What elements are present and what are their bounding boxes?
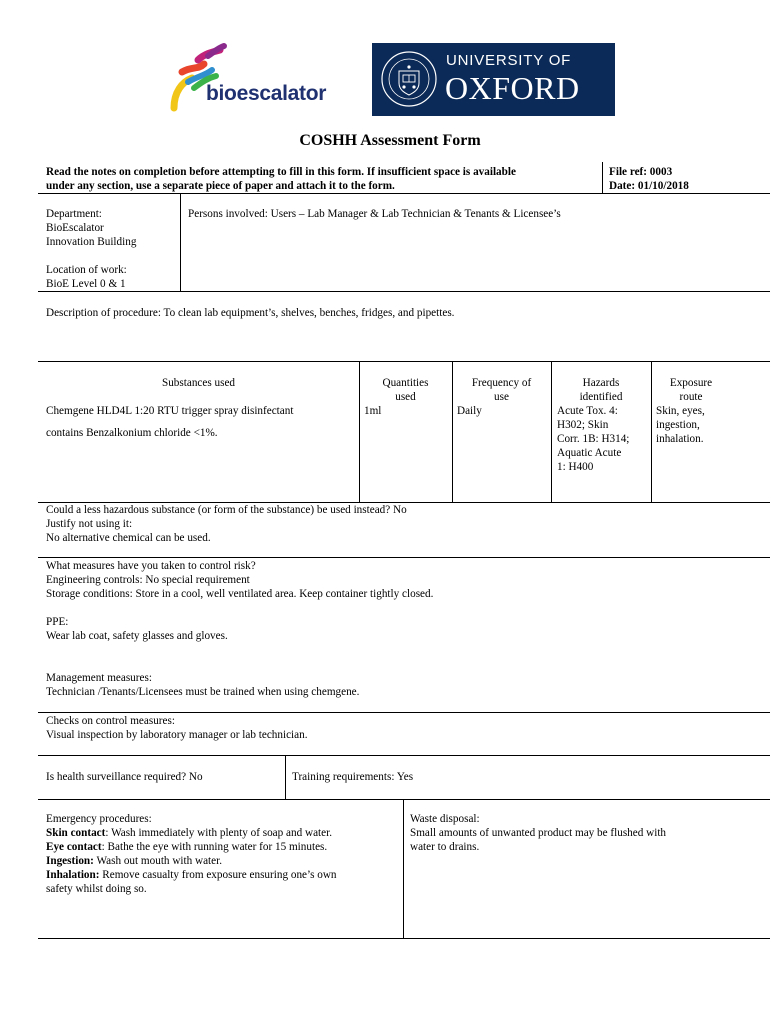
checks-value: Visual inspection by laboratory manager or lab technician. xyxy=(46,729,308,741)
hazard-line: H302; Skin xyxy=(557,419,609,431)
divider xyxy=(38,557,770,558)
divider xyxy=(602,162,603,193)
divider xyxy=(38,193,770,194)
header-quantities-2: used xyxy=(395,391,416,403)
substance-name: Chemgene HLD4L 1:20 RTU trigger spray disinfectant xyxy=(46,405,294,417)
divider xyxy=(38,712,770,713)
emergency-skin xyxy=(46,827,332,841)
notes-line-2: under any section, use a separate piece of paper and attach it to the form. xyxy=(46,180,395,192)
location-value: BioE Level 0 & 1 xyxy=(46,278,126,290)
less-hazardous-justify: Justify not using it: xyxy=(46,518,133,530)
training-requirements: Training requirements: Yes xyxy=(292,771,414,783)
waste-label: Waste disposal: xyxy=(410,813,480,825)
hazard-line: 1: H400 xyxy=(557,461,594,473)
department-line-2: Innovation Building xyxy=(46,236,137,248)
divider xyxy=(38,799,770,800)
file-date: Date: 01/10/2018 xyxy=(609,180,689,192)
divider xyxy=(38,755,770,756)
engineering-controls: Engineering controls: No special requirement xyxy=(46,574,250,586)
emergency-label: Emergency procedures: xyxy=(46,813,152,825)
skin-contact-label: Skin contact xyxy=(46,827,106,839)
header-frequency-2: use xyxy=(494,391,509,403)
department-label: Department: xyxy=(46,208,102,220)
eye-contact-text: : Bathe the eye with running water for 15 minutes. xyxy=(101,841,328,853)
hazard-line: Aquatic Acute xyxy=(557,447,622,459)
ppe-label: PPE: xyxy=(46,616,69,628)
header-hazards: Hazards xyxy=(582,377,620,389)
persons-involved: Persons involved: Users – Lab Manager & Lab Technician & Tenants & Licensee’s xyxy=(188,208,561,220)
header-hazards-2: identified xyxy=(579,391,623,403)
inhalation-label: Inhalation: xyxy=(46,869,100,881)
header-exposure-2: route xyxy=(679,391,703,403)
substance-ingredient: contains Benzalkonium chloride <1%. xyxy=(46,427,218,439)
header-frequency: Frequency of xyxy=(471,377,532,389)
control-question: What measures have you taken to control risk? xyxy=(46,560,256,572)
divider xyxy=(38,938,770,939)
divider xyxy=(180,193,181,291)
divider xyxy=(285,755,286,799)
management-label: Management measures: xyxy=(46,672,152,684)
checks-label: Checks on control measures: xyxy=(46,715,175,727)
location-label: Location of work: xyxy=(46,264,127,276)
emergency-inhalation xyxy=(46,869,337,883)
form-title: COSHH Assessment Form xyxy=(299,132,481,149)
health-surveillance: Is health surveillance required? No xyxy=(46,771,203,783)
hazard-line: Acute Tox. 4: xyxy=(557,405,618,417)
oxford-logo xyxy=(372,43,615,116)
bioescalator-wordmark: bioescalator xyxy=(206,82,327,105)
waste-line-2: water to drains. xyxy=(410,841,480,853)
notes-line-1: Read the notes on completion before attempting to fill in this form. If insufficient space is available xyxy=(46,166,516,178)
skin-contact-text: : Wash immediately with plenty of soap and water. xyxy=(105,827,333,839)
inhalation-text: Remove casualty from exposure ensuring one’s own xyxy=(99,869,337,881)
oxford-crest-icon xyxy=(379,49,439,109)
exposure-line: ingestion, xyxy=(656,419,700,431)
divider xyxy=(38,361,770,362)
substance-quantity: 1ml xyxy=(364,405,382,417)
header-substances: Substances used xyxy=(161,377,236,389)
divider xyxy=(38,291,770,292)
header-exposure: Exposure xyxy=(669,377,713,389)
oxford-university-of: UNIVERSITY OF xyxy=(446,52,572,69)
hazard-line: Corr. 1B: H314; xyxy=(557,433,630,445)
oxford-name: OXFORD xyxy=(445,70,580,106)
emergency-eye xyxy=(46,841,327,855)
department-line-1: BioEscalator xyxy=(46,222,104,234)
exposure-line: inhalation. xyxy=(656,433,704,445)
storage-conditions: Storage conditions: Store in a cool, well ventilated area. Keep container tightly closed. xyxy=(46,588,434,600)
substance-frequency: Daily xyxy=(457,405,482,417)
less-hazardous-question: Could a less hazardous substance (or form of the substance) be used instead? No xyxy=(46,504,407,516)
exposure-line: Skin, eyes, xyxy=(656,405,705,417)
ingestion-text: Wash out mouth with water. xyxy=(93,855,223,867)
management-value: Technician /Tenants/Licensees must be trained when using chemgene. xyxy=(46,686,360,698)
divider xyxy=(403,799,404,939)
file-ref: File ref: 0003 xyxy=(609,166,673,178)
emergency-ingestion xyxy=(46,855,222,869)
ingestion-label: Ingestion: xyxy=(46,855,94,867)
emergency-inhalation-2: safety whilst doing so. xyxy=(46,883,147,895)
bioescalator-logo xyxy=(168,42,350,114)
procedure-description: Description of procedure: To clean lab equipment’s, shelves, benches, fridges, and pipettes. xyxy=(46,307,455,319)
header-quantities: Quantities xyxy=(382,377,429,389)
waste-line-1: Small amounts of unwanted product may be flushed with xyxy=(410,827,667,839)
eye-contact-label: Eye contact xyxy=(46,841,102,853)
divider xyxy=(38,502,770,503)
ppe-value: Wear lab coat, safety glasses and gloves. xyxy=(46,630,228,642)
less-hazardous-answer: No alternative chemical can be used. xyxy=(46,532,211,544)
